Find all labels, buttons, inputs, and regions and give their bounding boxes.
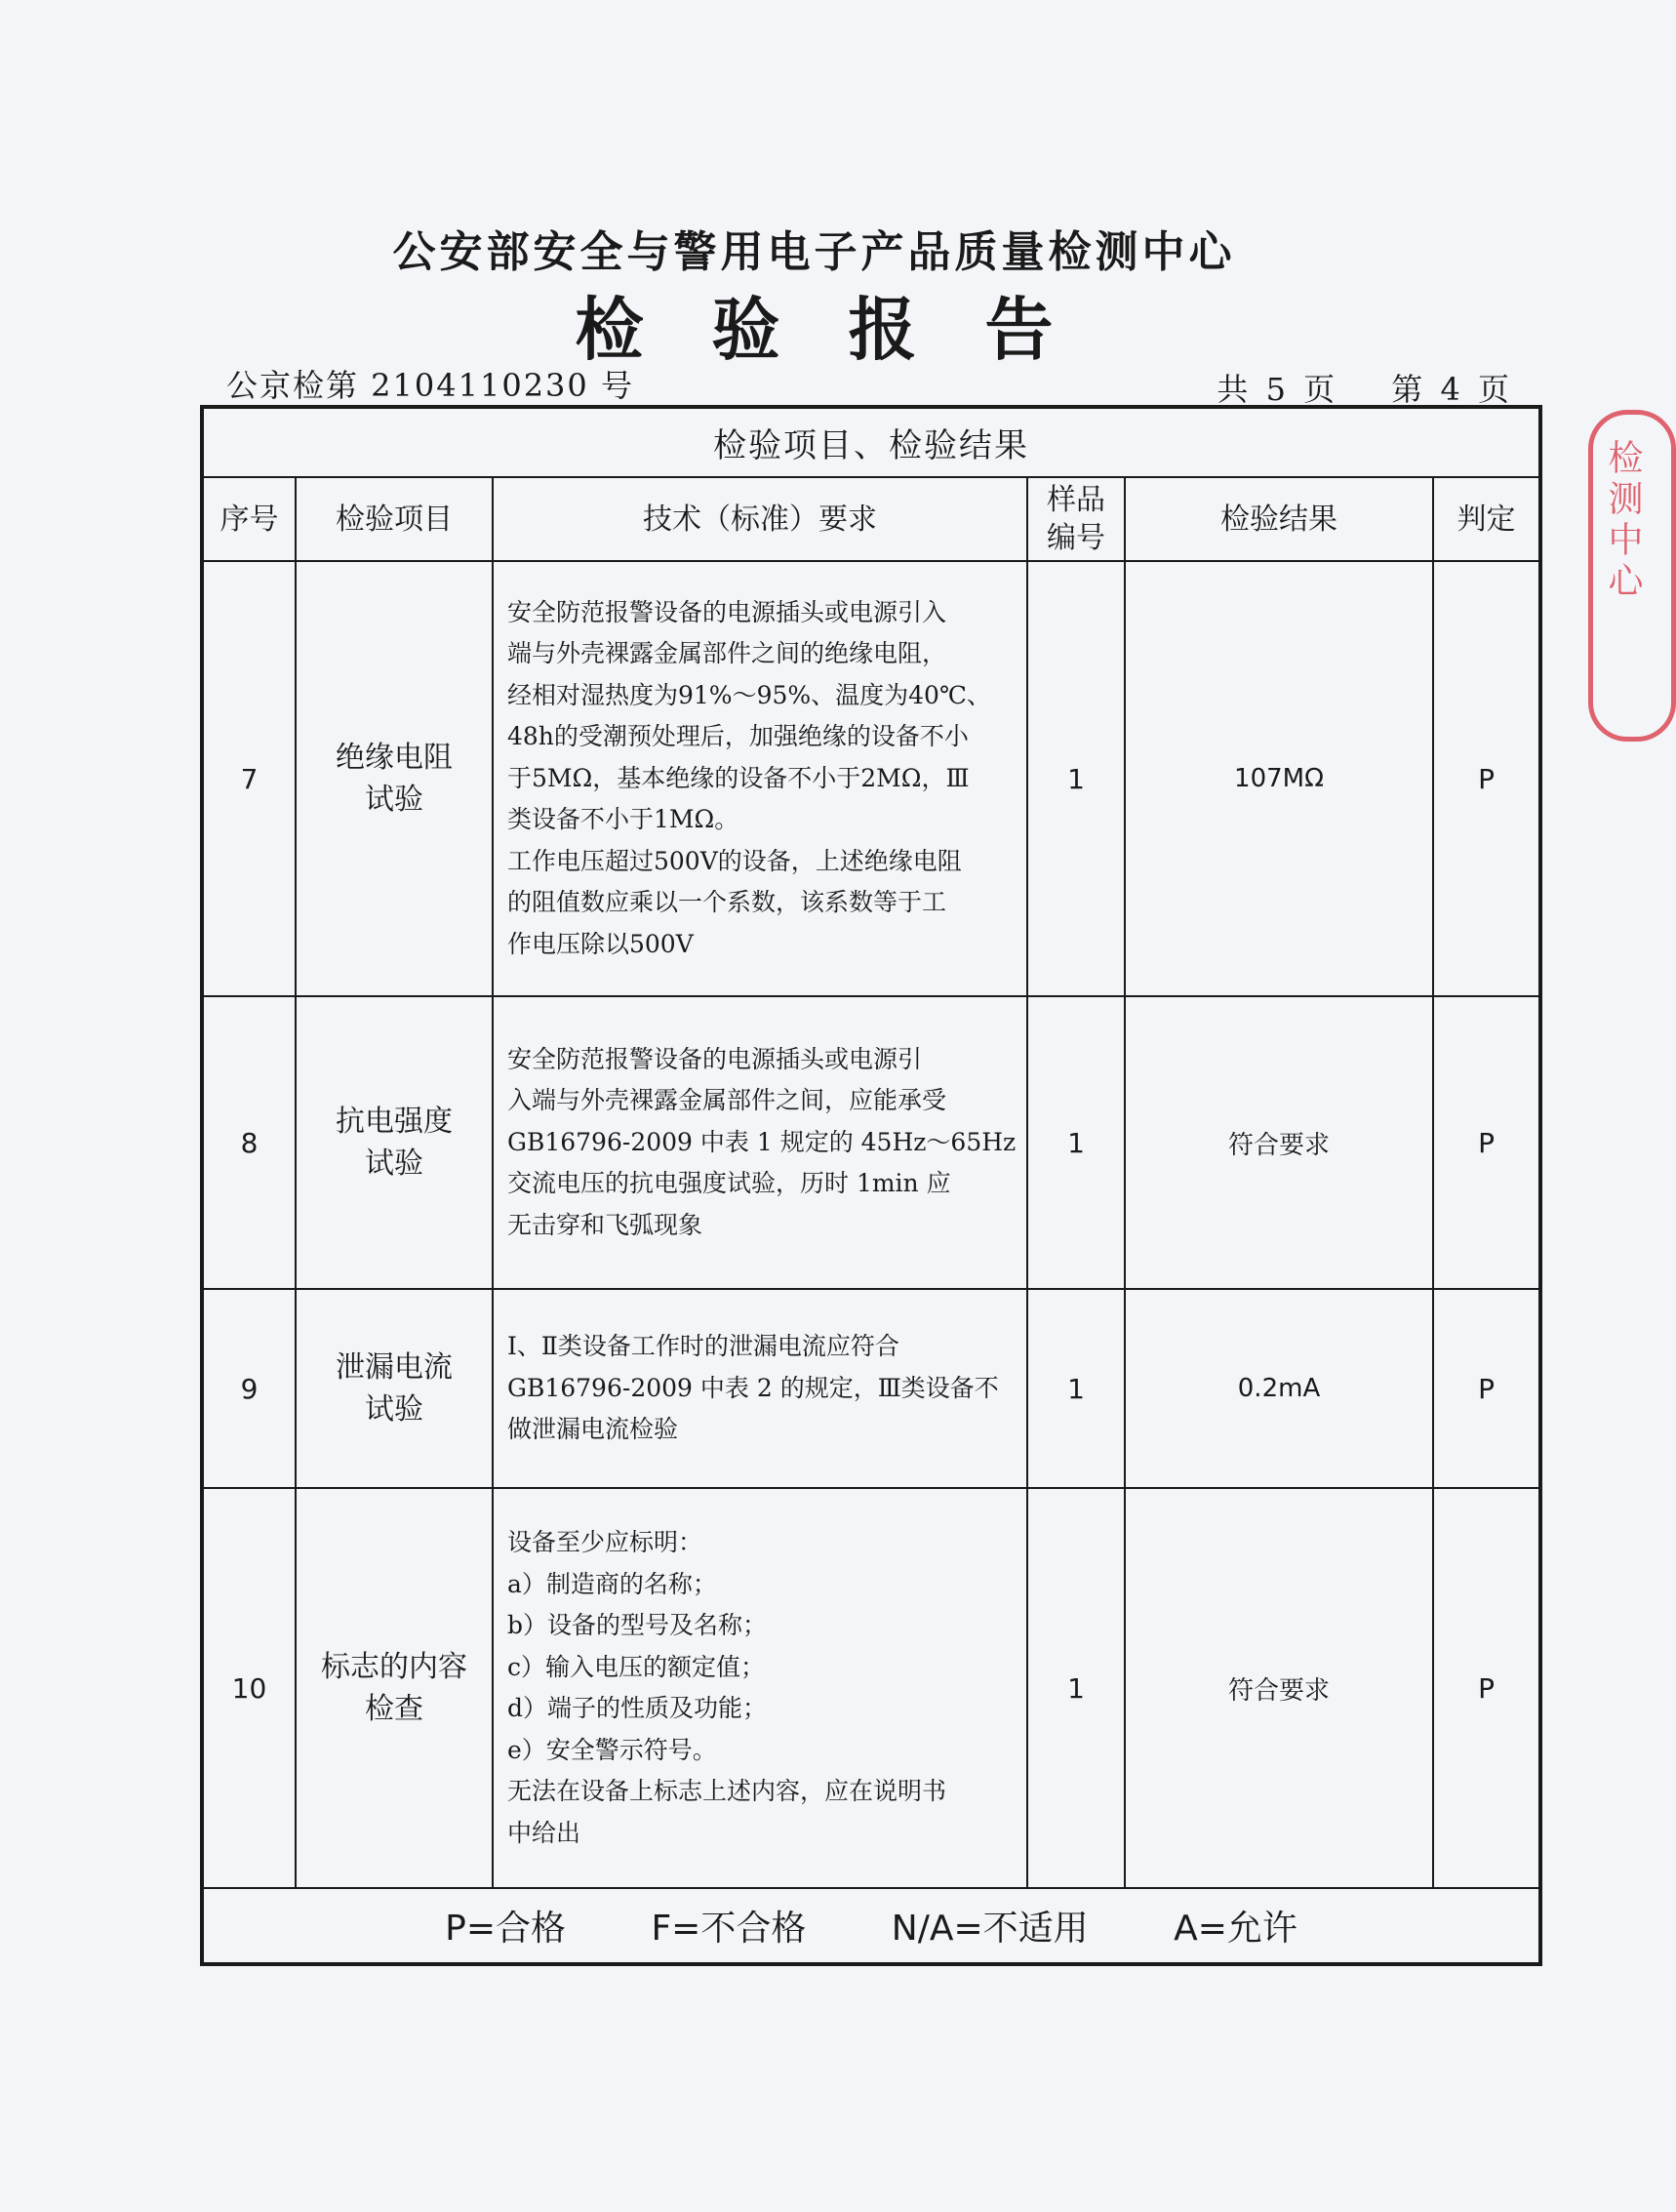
table-row: [202, 1488, 1540, 1888]
row-item-line2: 试验: [365, 1392, 423, 1427]
report-title: 检验报告: [575, 289, 1122, 370]
row-item: [296, 1289, 493, 1488]
row-sample: 1: [1027, 561, 1125, 996]
row-item: [296, 996, 493, 1289]
row-verdict: P: [1433, 996, 1540, 1289]
row-sample: 1: [1027, 1289, 1125, 1488]
row-result: 107MΩ: [1125, 561, 1433, 996]
req-line: 的阻值数应乘以一个系数，该系数等于工: [507, 888, 947, 917]
row-seq: 7: [202, 561, 296, 996]
req-line: 安全防范报警设备的电源插头或电源引入: [507, 597, 947, 626]
row-item: [296, 561, 493, 996]
row-verdict: P: [1433, 561, 1540, 996]
req-line: 安全防范报警设备的电源插头或电源引: [507, 1044, 923, 1073]
row-requirement: [493, 1488, 1027, 1888]
col-requirement: 技术（标准）要求: [493, 477, 1027, 561]
req-line: c）输入电压的额定值；: [507, 1652, 766, 1681]
row-seq: 8: [202, 996, 296, 1289]
row-item-line2: 检查: [365, 1692, 423, 1726]
row-verdict: P: [1433, 1488, 1540, 1888]
req-line: 类设备不小于1MΩ。: [507, 805, 739, 834]
col-sample-line2: 编号: [1047, 521, 1105, 555]
col-sample: [1027, 477, 1125, 561]
req-line: 工作电压超过500V的设备，上述绝缘电阻: [507, 846, 962, 875]
report-number: 公京检第 2104110230 号: [226, 367, 634, 404]
row-seq: 10: [202, 1488, 296, 1888]
req-line: e）安全警示符号。: [507, 1735, 717, 1764]
page-info: [1177, 365, 1513, 410]
row-seq: 9: [202, 1289, 296, 1488]
req-line: 作电压除以500V: [507, 929, 694, 958]
row-requirement: [493, 996, 1027, 1289]
req-line: 无击穿和飞弧现象: [507, 1210, 703, 1239]
inspection-table: [200, 405, 1542, 1966]
legend: [202, 1888, 1540, 1964]
org-title: 公安部安全与警用电子产品质量检测中心: [392, 227, 1236, 277]
row-item-line1: 泄漏电流: [336, 1349, 453, 1385]
req-line: 于5MΩ，基本绝缘的设备不小于2MΩ，Ⅲ: [507, 763, 970, 792]
col-seq: 序号: [202, 477, 296, 561]
req-line: 中给出: [507, 1818, 581, 1847]
row-result: 符合要求: [1125, 1488, 1433, 1888]
legend-row: [202, 1888, 1540, 1964]
req-line: Ⅰ、Ⅱ类设备工作时的泄漏电流应符合: [507, 1332, 899, 1361]
row-sample: 1: [1027, 1488, 1125, 1888]
col-result: 检验结果: [1125, 477, 1433, 561]
section-header-row: [202, 407, 1540, 477]
current-page: 第 4 页: [1391, 371, 1513, 408]
req-line: 设备至少应标明：: [507, 1528, 703, 1556]
total-pages: 共 5 页: [1217, 371, 1339, 408]
req-line: a）制造商的名称；: [507, 1569, 717, 1598]
req-line: GB16796-2009 中表 1 规定的 45Hz～65Hz: [507, 1127, 1017, 1156]
req-line: b）设备的型号及名称；: [507, 1611, 768, 1639]
req-line: 经相对湿热度为91%～95%、温度为40℃、: [507, 680, 991, 709]
req-line: 入端与外壳裸露金属部件之间，应能承受: [507, 1086, 947, 1115]
section-title: 检验项目、检验结果: [202, 407, 1540, 477]
table-row: [202, 1289, 1540, 1488]
req-line: 48h的受潮预处理后，加强绝缘的设备不小: [507, 722, 969, 751]
table-row: [202, 996, 1540, 1289]
legend-fail: F=不合格: [651, 1909, 807, 1949]
col-item: 检验项目: [296, 477, 493, 561]
seal-text: 检测中心: [1603, 439, 1643, 603]
req-line: 无法在设备上标志上述内容，应在说明书: [507, 1777, 947, 1805]
req-line: 交流电压的抗电强度试验，历时 1min 应: [507, 1169, 951, 1198]
column-header-row: [202, 477, 1540, 561]
col-sample-line1: 样品: [1047, 483, 1105, 517]
legend-pass: P=合格: [445, 1909, 567, 1949]
row-item-line1: 标志的内容: [321, 1649, 467, 1684]
legend-na: N/A=不适用: [891, 1909, 1089, 1949]
row-item: [296, 1488, 493, 1888]
col-verdict: 判定: [1433, 477, 1540, 561]
row-verdict: P: [1433, 1289, 1540, 1488]
req-line: 做泄漏电流检验: [507, 1415, 679, 1444]
row-result: 符合要求: [1125, 996, 1433, 1289]
row-sample: 1: [1027, 996, 1125, 1289]
row-requirement: [493, 561, 1027, 996]
req-line: d）端子的性质及功能；: [507, 1694, 768, 1722]
row-result: 0.2mA: [1125, 1289, 1433, 1488]
legend-allow: A=允许: [1174, 1909, 1297, 1949]
row-item-line2: 试验: [365, 1146, 423, 1181]
row-requirement: [493, 1289, 1027, 1488]
row-item-line1: 绝缘电阻: [336, 740, 453, 775]
row-item-line2: 试验: [365, 783, 423, 817]
req-line: 端与外壳裸露金属部件之间的绝缘电阻，: [507, 639, 947, 668]
req-line: GB16796-2009 中表 2 的规定，Ⅲ类设备不: [507, 1373, 999, 1402]
table-row: [202, 561, 1540, 996]
row-item-line1: 抗电强度: [336, 1104, 453, 1139]
